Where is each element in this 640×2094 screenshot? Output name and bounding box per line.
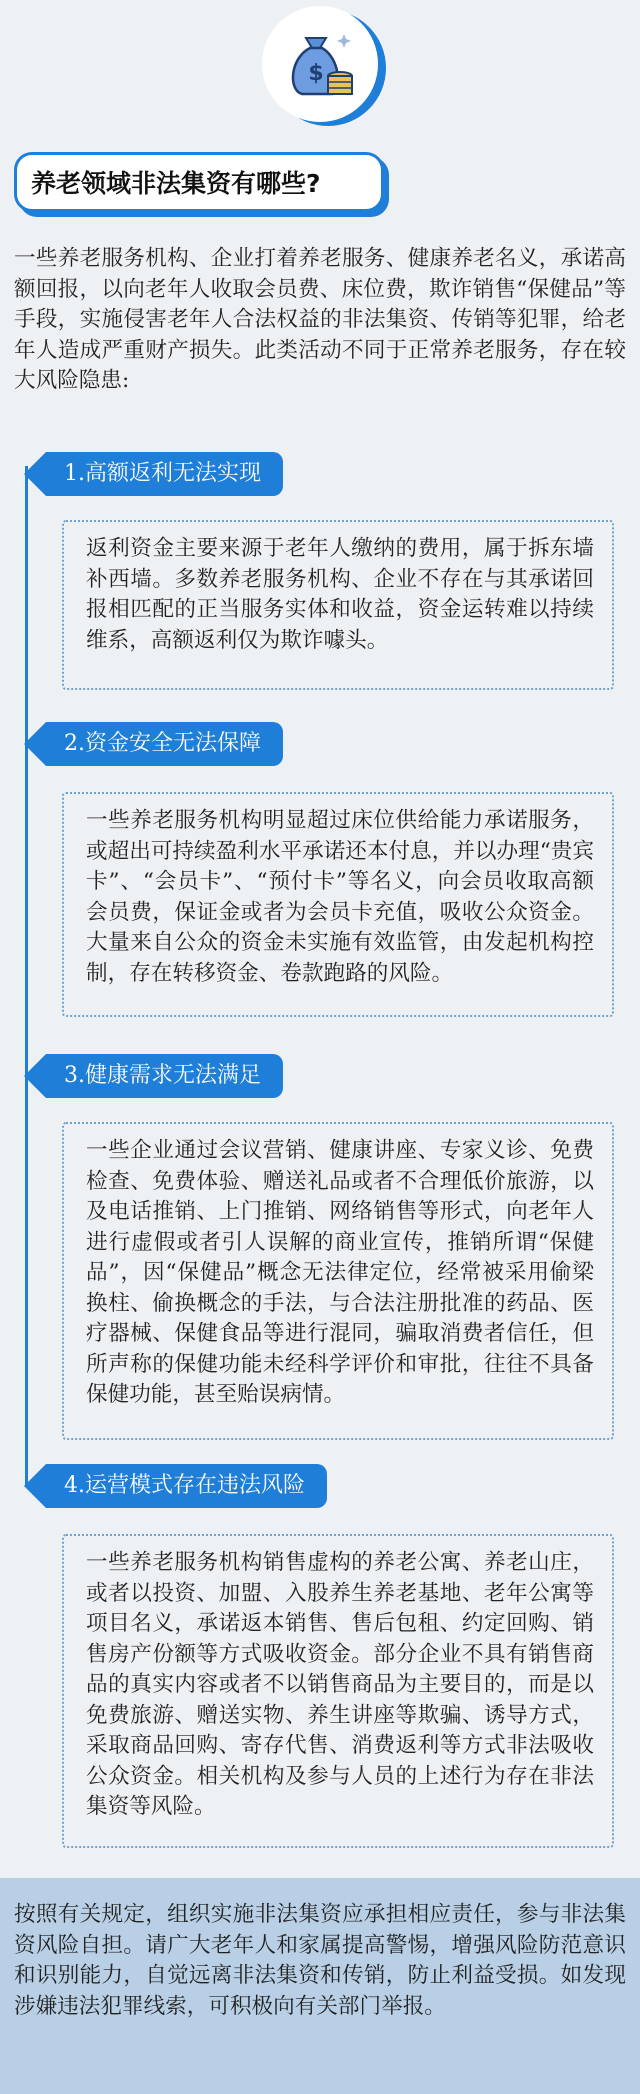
section-badge-3: 3.健康需求无法满足 [46,1054,283,1098]
money-bag-coins-icon [280,24,360,104]
header-icon-circle [262,6,378,122]
section-card-3: 一些企业通过会议营销、健康讲座、专家义诊、免费检查、免费体验、赠送礼品或者不合理低价旅游，以及电话推销、上门推销、网络销售等形式，向老年人进行虚假或者引人误解的商业宣传，推销所谓“保健品”，因“保健品”概念无法律定位，经常被采用偷梁换柱、偷换概念的手法，与合法注册批准的药品、医疗器械、保健食品等进行混同，骗取消费者信任，但所声称的保健功能未经科学评价和审批，往往不具备保健功能，甚至贻误病情。 [62,1122,614,1440]
svg-text:$: $ [308,61,324,86]
section-badge-1: 1.高额返利无法实现 [46,452,283,496]
footer-notice [0,1878,640,2094]
footer-text: 按照有关规定，组织实施非法集资应承担相应责任，参与非法集资风险自担。请广大老年人和家属提高警惕，增强风险防范意识和识别能力，自觉远离非法集资和传销，防止利益受损。如发现涉嫌违法犯罪线索，可积极向有关部门举报。 [14,1902,626,2019]
section-badge-4: 4.运营模式存在违法风险 [46,1464,327,1508]
section-card-2: 一些养老服务机构明显超过床位供给能力承诺服务，或超出可持续盈利水平承诺还本付息，并以办理“贵宾卡”、“会员卡”、“预付卡”等名义，向会员收取高额会员费，保证金或者为会员卡充值，吸收公众资金。大量来自公众的资金未实施有效监管，由发起机构控制，存在转移资金、卷款跑路的风险。 [62,792,614,1017]
section-badge-2: 2.资金安全无法保障 [46,722,283,766]
section-card-4: 一些养老服务机构销售虚构的养老公寓、养老山庄，或者以投资、加盟、入股养生养老基地、老年公寓等项目名义，承诺返本销售、售后包租、约定回购、销售房产份额等方式吸收资金。部分企业不具有销售商品的真实内容或者不以销售商品为主要目的，而是以免费旅游、赠送实物、养生讲座等欺骗、诱导方式，采取商品回购、寄存代售、消费返利等方式非法吸收公众资金。相关机构及参与人员的上述行为存在非法集资等风险。 [62,1534,614,1848]
intro-paragraph: 一些养老服务机构、企业打着养老服务、健康养老名义，承诺高额回报，以向老年人收取会员费、床位费，欺诈销售“保健品”等手段，实施侵害老年人合法权益的非法集资、传销等犯罪，给老年人造成严重财产损失。此类活动不同于正常养老服务，存在较大风险隐患: [14,246,626,393]
page-title [14,152,384,212]
section-card-1: 返利资金主要来源于老年人缴纳的费用，属于拆东墙补西墙。多数养老服务机构、企业不存在与其承诺回报相匹配的正当服务实体和收益，资金运转难以持续维系，高额返利仅为欺诈噱头。 [62,520,614,690]
timeline-line [25,466,28,1486]
page-title-text: 养老领域非法集资有哪些? [31,169,321,198]
